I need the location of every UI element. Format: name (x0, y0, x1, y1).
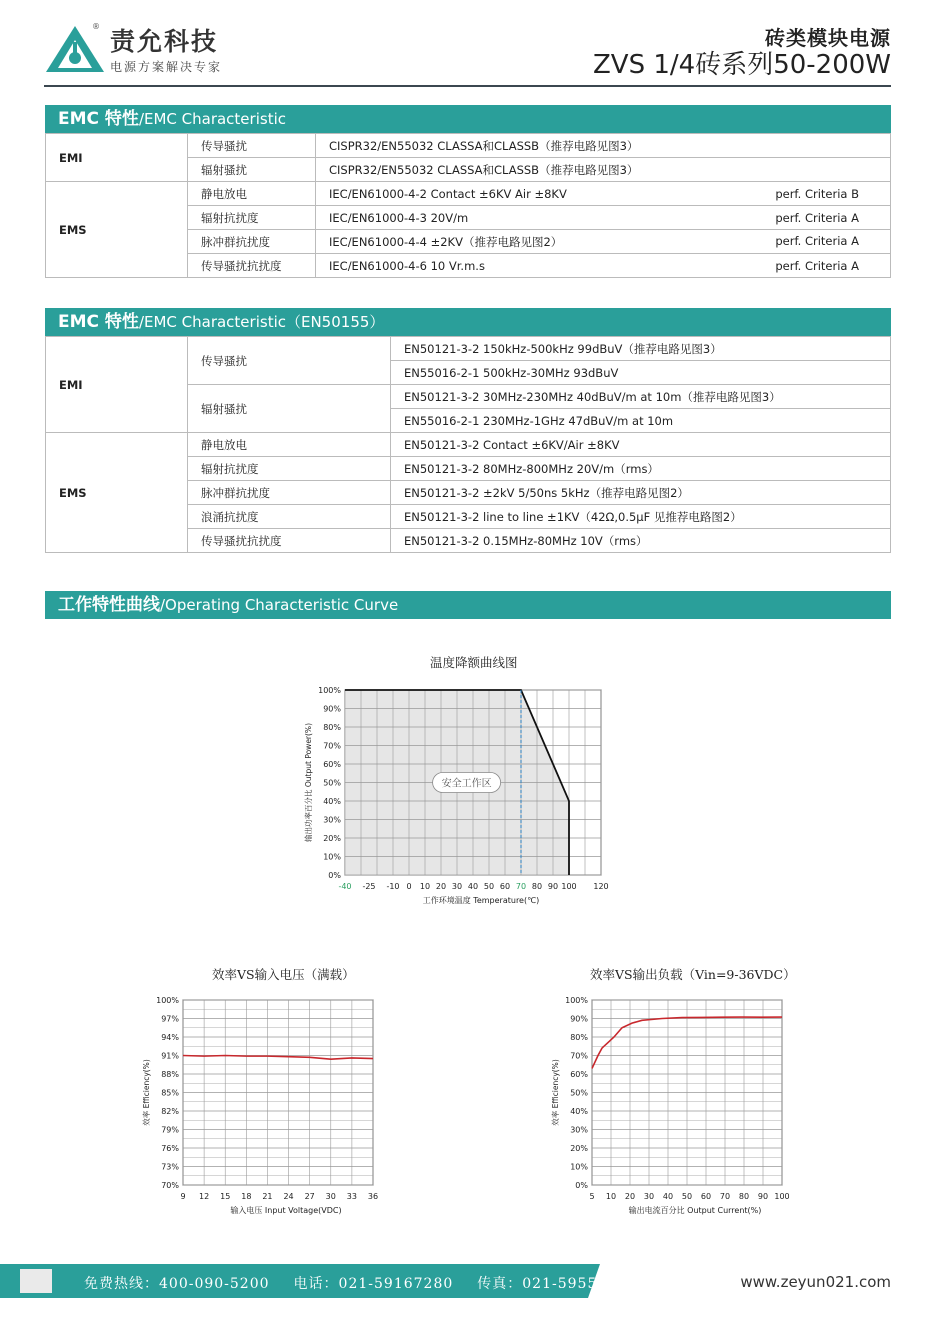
y-tick-label: 82% (161, 1107, 179, 1116)
y-tick-label: 70% (323, 741, 341, 751)
curves-section-bar (45, 591, 891, 619)
item-value: CISPR32/EN55032 CLASSA和CLASSB（推荐电路见图3） (316, 158, 891, 182)
y-tick-label: 0% (328, 871, 341, 880)
item-name: 辐射骚扰 (188, 385, 391, 433)
item-value: EN55016-2-1 500kHz-30MHz 93dBuV (391, 361, 891, 385)
emc-en50155-subtitle: /EMC Characteristic（EN50155） (138, 313, 385, 331)
item-name: 辐射抗扰度 (188, 457, 391, 481)
x-tick-label: 40 (662, 1192, 674, 1201)
footer-box (20, 1269, 52, 1293)
y-tick-label: 80% (323, 723, 341, 732)
derating-chart-title: 温度降额曲线图 (430, 655, 518, 670)
derating-chart (300, 680, 630, 915)
x-tick-label: 40 (467, 882, 479, 891)
x-axis-label: 输出电流百分比 Output Current(%) (628, 1206, 762, 1215)
y-tick-label: 90% (323, 704, 341, 714)
footer-phone: 电话：021-59167280 (293, 1276, 454, 1292)
x-tick-label: 90 (547, 882, 559, 891)
item-value: IEC/EN61000-4-4 ±2KV（推荐电路见图2） (329, 234, 563, 249)
item-value: IEC/EN61000-4-3 20V/m (329, 210, 469, 225)
x-tick-label: 80 (738, 1192, 750, 1201)
y-tick-label: 30% (570, 1125, 588, 1135)
x-tick-label: 33 (346, 1192, 357, 1201)
y-tick-label: 88% (161, 1070, 179, 1079)
y-tick-label: 20% (570, 1144, 588, 1153)
y-tick-label: 70% (161, 1181, 179, 1190)
x-tick-label: 100 (774, 1192, 790, 1201)
x-tick-label: 36 (367, 1192, 379, 1201)
y-tick-label: 91% (161, 1051, 179, 1061)
y-tick-label: 100% (565, 996, 588, 1005)
emc-section-bar (45, 105, 891, 133)
item-value: EN50121-3-2 Contact ±6KV/Air ±8KV (391, 433, 891, 457)
x-tick-label: 5 (589, 1192, 595, 1201)
y-tick-label: 76% (161, 1144, 179, 1153)
emc-table (45, 133, 891, 278)
eff-load-chart (540, 990, 800, 1220)
eff-vin-chart (135, 990, 395, 1220)
y-tick-label: 90% (570, 1014, 588, 1024)
y-tick-label: 85% (161, 1088, 179, 1098)
x-tick-label: 50 (681, 1192, 693, 1201)
item-criteria: perf. Criteria B (775, 186, 859, 201)
item-value: EN55016-2-1 230MHz-1GHz 47dBuV/m at 10m (391, 409, 891, 433)
footer-contacts (84, 1273, 661, 1293)
x-tick-label: 30 (451, 882, 463, 891)
emc-section-title: EMC 特性 (58, 109, 139, 129)
footer-hotline: 免费热线：400-090-5200 (84, 1276, 270, 1292)
emc-en50155-title: EMC 特性 (58, 312, 139, 332)
emc-en50155-table (45, 336, 891, 553)
item-value: IEC/EN61000-4-2 Contact ±6KV Air ±8KV (329, 186, 567, 201)
y-tick-label: 50% (570, 1088, 588, 1098)
y-axis-label: 效率 Efficiency(%) (551, 1059, 560, 1126)
x-tick-label: 24 (283, 1192, 294, 1201)
product-series: ZVS 1/4砖系列50-200W (592, 50, 891, 80)
annotation-label: 安全工作区 (441, 778, 492, 790)
x-tick-label: 60 (499, 882, 511, 891)
x-tick-label: 80 (531, 882, 543, 891)
x-tick-label: -10 (386, 882, 400, 891)
y-tick-label: 100% (156, 996, 179, 1005)
y-tick-label: 73% (161, 1162, 179, 1172)
x-tick-label: 20 (435, 882, 447, 891)
item-name: 传导骚扰 (188, 337, 391, 385)
y-tick-label: 97% (161, 1014, 179, 1024)
x-tick-label: 120 (593, 882, 609, 891)
item-name: 辐射骚扰 (188, 158, 316, 182)
emc-section-subtitle: /EMC Characteristic (138, 110, 286, 128)
x-tick-label: 70 (719, 1192, 731, 1201)
item-criteria: perf. Criteria A (775, 258, 859, 273)
footer-fax: 传真：021-59553702 (477, 1276, 637, 1292)
table-row (46, 134, 891, 158)
eff-load-chart-title: 效率VS输出负载（Vin=9-36VDC） (590, 967, 796, 982)
curves-section-title: 工作特性曲线 (58, 595, 160, 615)
x-tick-label: 21 (262, 1192, 273, 1201)
item-value: EN50121-3-2 line to line ±1KV（42Ω,0.5μF 见推荐电路图2） (391, 505, 891, 529)
company-logo-icon (44, 24, 106, 74)
registered-mark: ® (92, 22, 100, 31)
item-name: 传导骚扰抗扰度 (188, 529, 391, 553)
table-row (46, 337, 891, 361)
x-tick-label: 10 (419, 882, 431, 891)
y-axis-label: 输出功率百分比 Output Power(%) (304, 723, 313, 842)
item-criteria: perf. Criteria A (775, 210, 859, 225)
x-tick-label: 9 (180, 1192, 186, 1201)
item-name: 脉冲群抗扰度 (188, 481, 391, 505)
item-criteria: perf. Criteria A (775, 233, 859, 248)
item-value: CISPR32/EN55032 CLASSA和CLASSB（推荐电路见图3） (316, 134, 891, 158)
y-tick-label: 40% (323, 797, 341, 806)
y-axis-label: 效率 Efficiency(%) (142, 1059, 151, 1126)
x-tick-label: 12 (199, 1192, 210, 1201)
y-tick-label: 100% (318, 686, 341, 695)
curves-section-subtitle: /Operating Characteristic Curve (160, 596, 399, 614)
x-tick-label: 27 (304, 1192, 315, 1201)
y-tick-label: 30% (323, 815, 341, 825)
brand-slogan: 电源方案解决专家 (110, 60, 223, 74)
x-tick-label: 0 (406, 882, 412, 891)
x-tick-label: 100 (561, 882, 577, 891)
item-value: EN50121-3-2 ±2kV 5/50ns 5kHz（推荐电路见图2） (391, 481, 891, 505)
emi-label: EMI (46, 134, 188, 182)
y-tick-label: 20% (323, 834, 341, 843)
x-tick-label: 15 (220, 1192, 231, 1201)
brand-name: 责允科技 (110, 27, 219, 56)
y-tick-label: 0% (575, 1181, 588, 1190)
x-tick-label: 10 (605, 1192, 617, 1201)
x-tick-label: -25 (362, 882, 376, 891)
x-tick-label: 90 (757, 1192, 769, 1201)
product-category: 砖类模块电源 (765, 26, 891, 50)
x-tick-label: 18 (241, 1192, 252, 1201)
y-tick-label: 50% (323, 778, 341, 788)
item-name: 传导骚扰 (188, 134, 316, 158)
item-name: 静电放电 (188, 182, 316, 206)
x-tick-label: 70 (515, 882, 527, 891)
x-tick-label: 60 (700, 1192, 712, 1201)
x-axis-label: 输入电压 Input Voltage(VDC) (230, 1206, 342, 1215)
footer-website[interactable]: www.zeyun021.com (740, 1273, 891, 1291)
item-name: 脉冲群抗扰度 (188, 230, 316, 254)
table-row (46, 182, 891, 206)
y-tick-label: 60% (323, 760, 341, 769)
item-name: 传导骚扰抗扰度 (188, 254, 316, 278)
x-axis-label: 工作环境温度 Temperature(℃) (422, 896, 540, 905)
x-tick-label: 20 (624, 1192, 636, 1201)
y-tick-label: 10% (323, 852, 341, 862)
y-tick-label: 40% (570, 1107, 588, 1116)
x-tick-label: 30 (325, 1192, 336, 1201)
y-tick-label: 94% (161, 1033, 179, 1042)
item-value: EN50121-3-2 150kHz-500kHz 99dBuV（推荐电路见图3） (391, 337, 891, 361)
y-tick-label: 70% (570, 1051, 588, 1061)
item-value: EN50121-3-2 30MHz-230MHz 40dBuV/m at 10m（推荐电路见图3） (391, 385, 891, 409)
x-tick-label: -40 (338, 882, 352, 891)
item-name: 静电放电 (188, 433, 391, 457)
x-tick-label: 30 (643, 1192, 655, 1201)
table-row (46, 433, 891, 457)
item-value: EN50121-3-2 0.15MHz-80MHz 10V（rms） (391, 529, 891, 553)
item-name: 浪涌抗扰度 (188, 505, 391, 529)
emi-label: EMI (46, 337, 188, 433)
emc-en50155-section-bar (45, 308, 891, 336)
header-divider (44, 85, 891, 87)
y-tick-label: 60% (570, 1070, 588, 1079)
ems-label: EMS (46, 182, 188, 278)
item-name: 辐射抗扰度 (188, 206, 316, 230)
x-tick-label: 50 (483, 882, 495, 891)
item-value: IEC/EN61000-4-6 10 Vr.m.s (329, 258, 485, 273)
item-value: EN50121-3-2 80MHz-800MHz 20V/m（rms） (391, 457, 891, 481)
y-tick-label: 80% (570, 1033, 588, 1042)
y-tick-label: 79% (161, 1125, 179, 1135)
ems-label: EMS (46, 433, 188, 553)
eff-vin-chart-title: 效率VS输入电压（满载） (212, 967, 355, 982)
y-tick-label: 10% (570, 1162, 588, 1172)
